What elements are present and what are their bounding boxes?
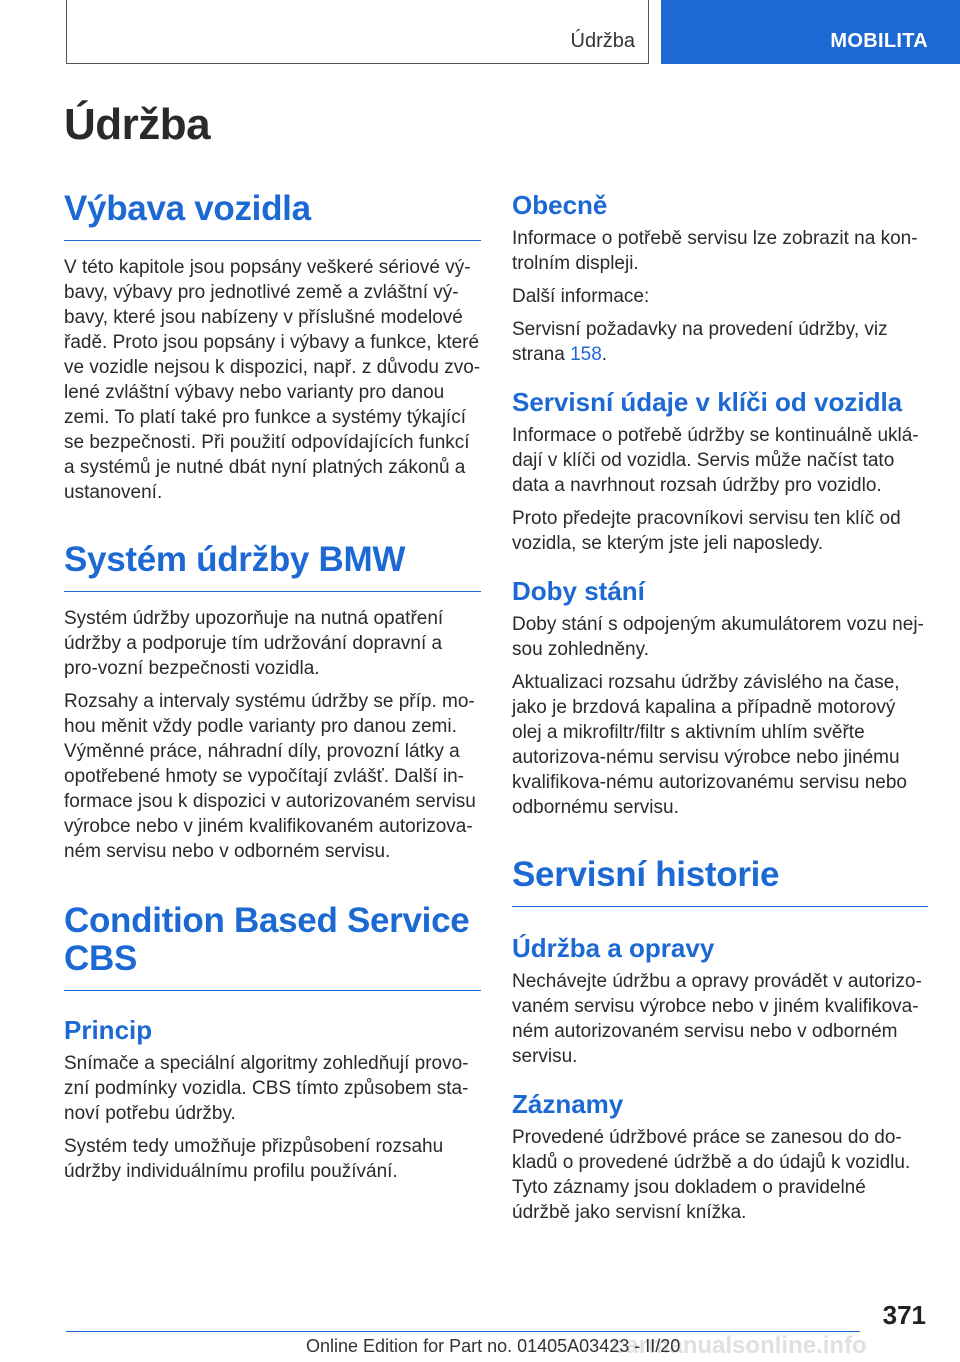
princip-text-1: Snímače a speciální algoritmy zohledňují provo-zní podmínky vozidla. CBS tímto způsobem sta-noví potřebu údržby.	[64, 1053, 469, 1124]
page-title: Údržba	[64, 100, 211, 149]
system-text-1: Systém údržby upozorňuje na nutná opatření údržby a podporuje tím udržování dopravní a pro-vozní bezpečnosti vozidla.	[64, 608, 444, 679]
watermark: carmanualsonline.info	[612, 1332, 867, 1359]
heading-cbs: Condition Based Service CBS	[64, 902, 481, 991]
page-link-158[interactable]: 158	[570, 344, 602, 365]
heading-princip: Princip	[64, 1015, 153, 1045]
right-column	[512, 190, 928, 1225]
heading-servisni-historie: Servisní historie	[512, 856, 928, 907]
opravy-text: Nechávejte údržbu a opravy provádět v autorizo-vaném servisu výrobce nebo v jiném kvalifikova-ném autorizovaném servisu nebo v odborném servisu.	[512, 971, 922, 1067]
footer-edition: Online Edition for Part no. 01405A03423 - II/20	[306, 1336, 681, 1356]
princip-text-2: Systém tedy umožňuje přizpůsobení rozsahu údržby individuálnímu profilu používání.	[64, 1136, 444, 1182]
heading-zaznamy: Záznamy	[512, 1089, 624, 1119]
obecne-text-3	[512, 317, 928, 367]
heading-udrzba-opravy: Údržba a opravy	[512, 933, 715, 963]
heading-obecne: Obecně	[512, 190, 608, 220]
chapter-tab	[66, 0, 649, 64]
page-number: 371	[882, 1300, 926, 1330]
left-column	[64, 190, 481, 1184]
obecne-text-2: Další informace:	[512, 286, 650, 307]
obecne-text-1: Informace o potřebě servisu lze zobrazit na kon-trolním displeji.	[512, 228, 918, 274]
chapter-label: Údržba	[570, 30, 635, 52]
obecne-ref-end: .	[601, 344, 608, 365]
zaznamy-text: Provedené údržbové práce se zanesou do do-kladů o provedené údržbě a do údajů k vozidlu. Tyto záznamy jsou dokladem o pravidelné údržbě jako servisní knížka.	[512, 1127, 911, 1223]
system-text-2: Rozsahy a intervaly systému údržby se příp. mo-hou měnit vždy podle varianty pro danou zemi. Výměnné práce, náhradní díly, provozní látky a opotřebené hmoty se vypočítají zvlášť. Další in-formace jsou k dispozici v autorizovaném servisu výrobce nebo v jiném kvalifikovaném autorizova-ném servisu nebo v odborném servisu.	[64, 691, 476, 862]
heading-servisni-udaje: Servisní údaje v klíči od vozidla	[512, 387, 903, 417]
obecne-ref-text: Servisní požadavky na provedení údržby, viz strana	[512, 319, 888, 365]
heading-system-udrzby: Systém údržby BMW	[64, 541, 481, 592]
stani-text-1: Doby stání s odpojeným akumulátorem vozu nej-sou zohledněny.	[512, 614, 924, 660]
klic-text-2: Proto předejte pracovníkovi servisu ten klíč od vozidla, se kterým jste jeli naposledy.	[512, 508, 901, 554]
section-label: MOBILITA	[830, 30, 928, 52]
heading-vybava: Výbava vozidla	[64, 190, 481, 241]
vybava-text: V této kapitole jsou popsány veškeré sériové vý-bavy, výbavy pro jednotlivé země a zvláštní vý-bavy, které jsou nabízeny v příslušné modelové řadě. Proto jsou popsány i výbavy a funkce, které ve vozidle nejsou k dispozici, např. z důvodu zvo-lené zvláštní výbavy nebo varianty pro danou zemi. To platí také pro funkce a systémy týkající se bezpečnosti. Při použití odpovídajících funkcí a systémů je nutné dbát nyní platných zákonů a ustanovení.	[64, 257, 481, 503]
section-tab	[661, 0, 960, 64]
klic-text-1: Informace o potřebě údržby se kontinuálně uklá-dají v klíči od vozidla. Servis může načíst tato data a navrhnout rozsah údržby pro vozidlo.	[512, 425, 919, 496]
heading-doby-stani: Doby stání	[512, 576, 645, 606]
stani-text-2: Aktualizaci rozsahu údržby závislého na čase, jako je brzdová kapalina a případně motorový olej a mikrofiltr/filtr s aktivním uhlím svěřte autorizova-nému servisu výrobce nebo jinému kvalifikova-nému autorizovanému servisu nebo odbornému servisu.	[512, 672, 907, 818]
